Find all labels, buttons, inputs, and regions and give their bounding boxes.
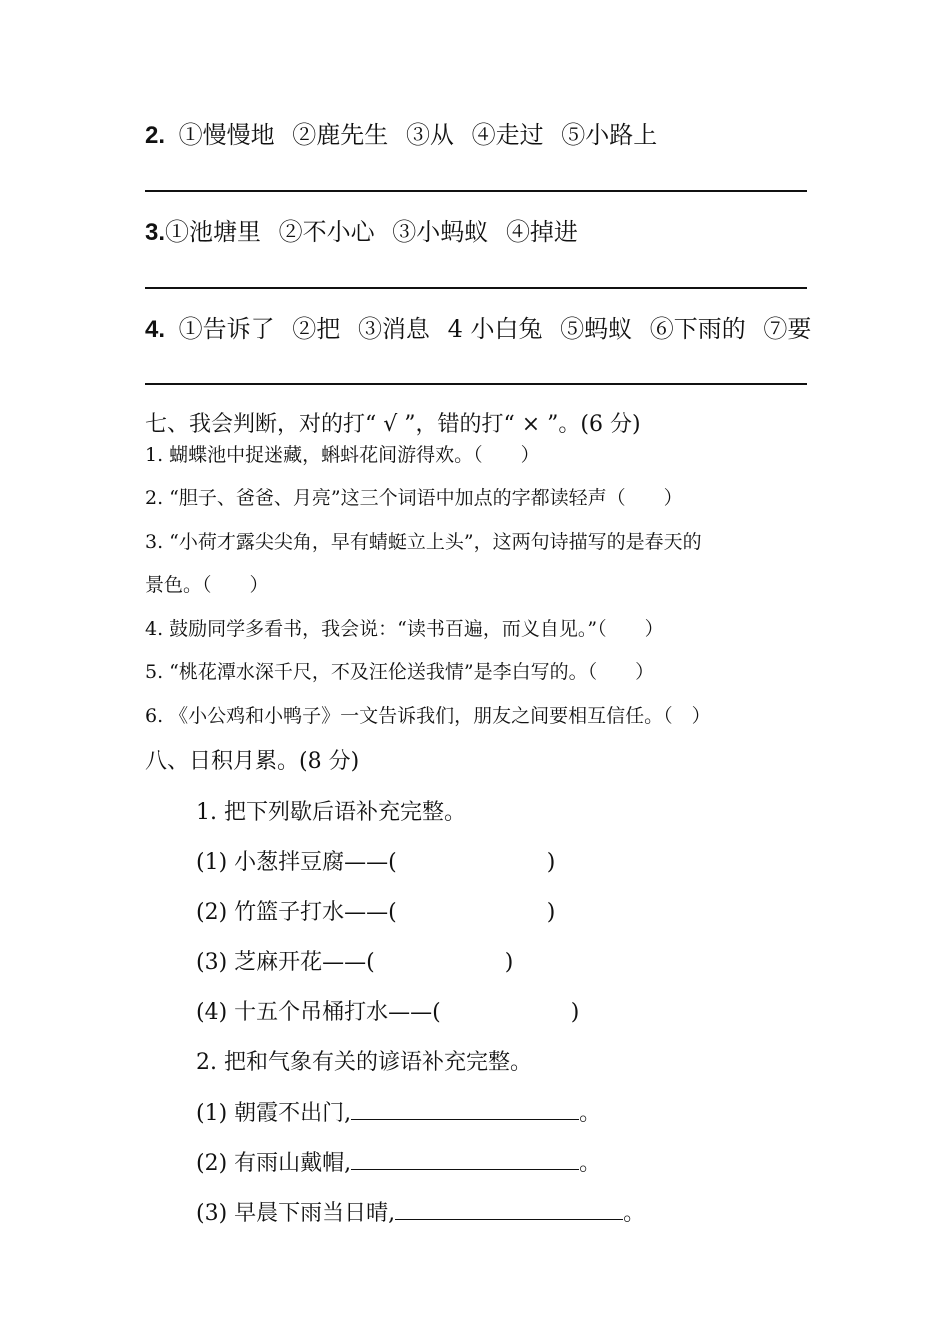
proverb-item — [196, 1196, 645, 1227]
word-chip: ①慢慢地 — [178, 121, 275, 149]
section-heading-judge: 七、我会判断，对的打“ √ ”，错的打“ × ”。(6 分) — [145, 412, 641, 437]
judge-item: 1. 蝴蝶池中捉迷藏，蝌蚪花间游得欢。（ ） — [145, 444, 540, 466]
word-chip: ②鹿先生 — [292, 121, 389, 149]
word-chip: ③消息 — [357, 315, 430, 343]
subsection-title: 2. 把和气象有关的谚语补充完整。 — [196, 1050, 532, 1075]
idiom-item — [196, 945, 513, 976]
proverb-item — [196, 1146, 601, 1177]
word-chip: ②不小心 — [278, 218, 375, 246]
reorder-item-2 — [145, 115, 657, 150]
word-chip: ⑦要 — [763, 315, 812, 343]
word-chip: ①告诉了 — [178, 315, 275, 343]
judge-item: 4. 鼓励同学多看书，我会说：“读书百遍，而义自见。”（ ） — [145, 618, 664, 640]
judge-item: 6. 《小公鸡和小鸭子》一文告诉我们，朋友之间要相互信任。（ ） — [145, 705, 711, 727]
judge-item: 3. “小荷才露尖尖角，早有蜻蜓立上头”，这两句诗描写的是春天的 — [145, 531, 702, 553]
idiom-prefix: (1) 小葱拌豆腐——( — [196, 850, 397, 875]
word-chip: 4 小白兔 — [447, 315, 543, 343]
section-heading-accumulate: 八、日积月累。(8 分) — [145, 749, 360, 774]
idiom-prefix: (3) 芝麻开花——( — [196, 950, 375, 975]
answer-line[interactable] — [145, 190, 807, 192]
idiom-item — [196, 995, 579, 1026]
idiom-suffix: ) — [570, 1000, 580, 1025]
item-number: 4. — [145, 316, 166, 343]
proverb-item — [196, 1096, 601, 1127]
word-chip: ③从 — [405, 121, 454, 149]
proverb-suffix: 。 — [623, 1201, 646, 1226]
judge-item-continued: 景色。（ ） — [145, 574, 269, 596]
reorder-item-3 — [145, 212, 578, 247]
proverb-prefix: (3) 早晨下雨当日晴, — [196, 1201, 396, 1226]
item-number: 3. — [145, 219, 166, 246]
idiom-prefix: (2) 竹篮子打水——( — [196, 900, 397, 925]
word-chip: ②把 — [292, 315, 341, 343]
proverb-suffix: 。 — [579, 1101, 602, 1126]
proverb-prefix: (1) 朝霞不出门, — [196, 1101, 352, 1126]
answer-blank[interactable] — [351, 1151, 579, 1170]
idiom-prefix: (4) 十五个吊桶打水——( — [196, 1000, 441, 1025]
judge-item: 5. “桃花潭水深千尺，不及汪伦送我情”是李白写的。（ ） — [145, 661, 655, 683]
proverb-suffix: 。 — [579, 1151, 602, 1176]
item-number: 2. — [145, 122, 166, 149]
word-chip: ⑤蚂蚁 — [560, 315, 633, 343]
idiom-suffix: ) — [546, 900, 556, 925]
idiom-suffix: ) — [504, 950, 514, 975]
answer-line[interactable] — [145, 287, 807, 289]
answer-blank[interactable] — [351, 1101, 579, 1120]
word-chip: ④掉进 — [505, 218, 578, 246]
answer-blank[interactable] — [395, 1201, 623, 1220]
idiom-suffix: ) — [546, 850, 556, 875]
idiom-item — [196, 895, 555, 926]
word-chip: ③小蚂蚁 — [392, 218, 489, 246]
word-chip: ⑤小路上 — [561, 121, 658, 149]
judge-item: 2. “胆子、爸爸、月亮”这三个词语中加点的字都读轻声（ ） — [145, 487, 683, 509]
reorder-item-4 — [145, 309, 811, 344]
subsection-title: 1. 把下列歇后语补充完整。 — [196, 800, 466, 825]
idiom-item — [196, 845, 555, 876]
word-chip: ⑥下雨的 — [649, 315, 746, 343]
word-chip: ①池塘里 — [165, 218, 262, 246]
answer-line[interactable] — [145, 383, 807, 385]
word-chip: ④走过 — [471, 121, 544, 149]
proverb-prefix: (2) 有雨山戴帽, — [196, 1151, 352, 1176]
